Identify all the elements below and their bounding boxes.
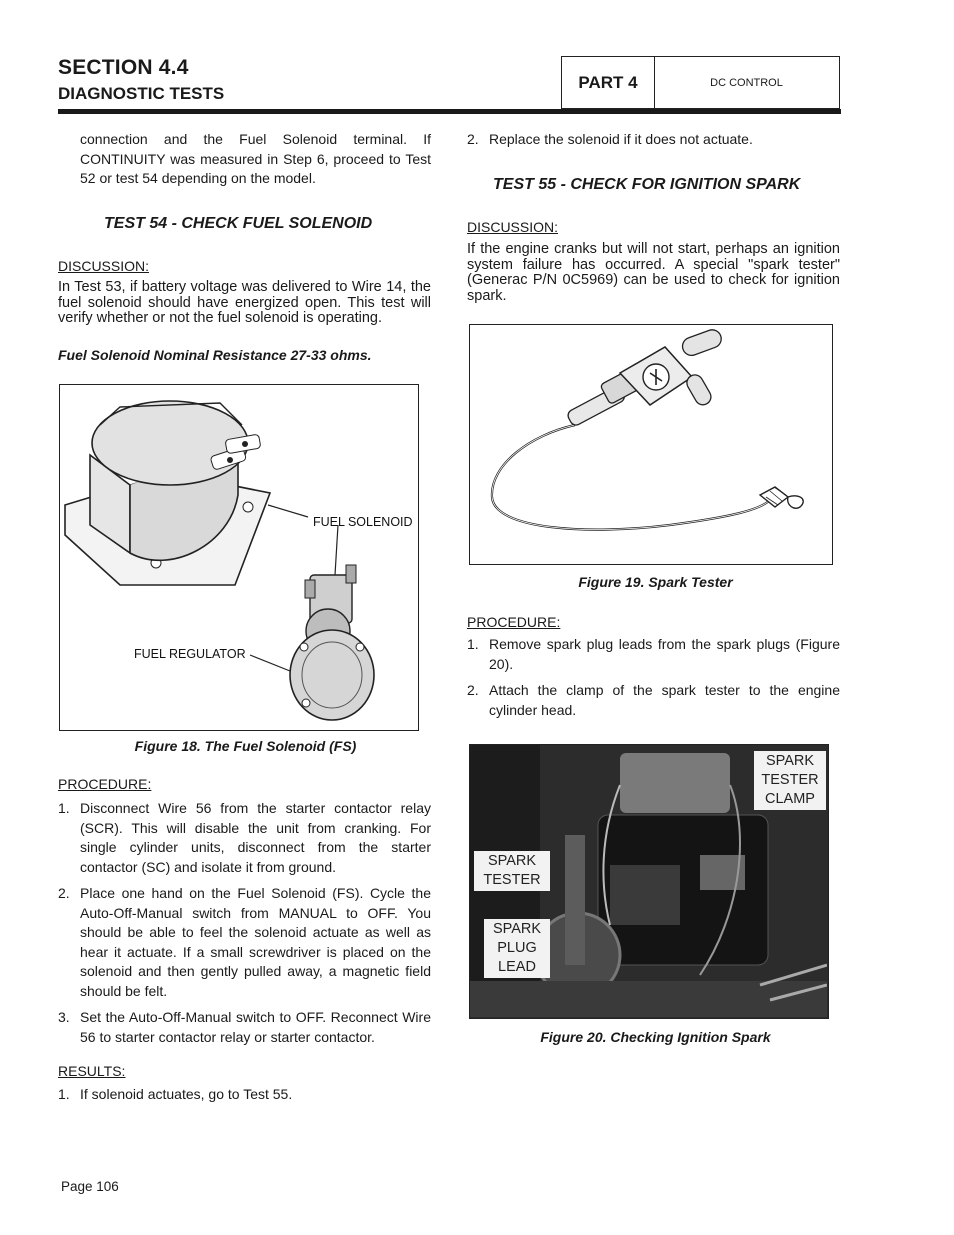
spark-tester-clamp-callout: SPARK TESTER CLAMP: [754, 751, 826, 810]
procedure-steps: [58, 799, 431, 1054]
procedure-right-step-2: 2. Attach the clamp of the spark tester to the engine cylinder head.: [467, 682, 840, 718]
discussion-text-right: If the engine cranks but will not start, perhaps an ignition system failure has occurred. A special "spark tester" (Generac P/N 0C5969) can be used to check for ignition spark.: [467, 241, 840, 304]
figure-20-photo: [469, 744, 829, 1019]
figure-18-fuel-solenoid: [59, 384, 419, 731]
discussion-text: In Test 53, if battery voltage was delivered to Wire 14, the fuel solenoid should have energized open. This test will verify whether or not the fuel solenoid is operating.: [58, 279, 431, 326]
fuel-solenoid-illustration: [60, 385, 417, 729]
figure-19-caption: Figure 19. Spark Tester: [578, 574, 733, 590]
test54-heading: TEST 54 - CHECK FUEL SOLENOID: [104, 215, 373, 232]
procedure-right-step-1: 1. Remove spark plug leads from the spark plugs (Figure 20).: [467, 636, 840, 672]
procedure-step-2: 2. Place one hand on the Fuel Solenoid (FS). Cycle the Auto-Off-Manual switch from MANUAL to OFF. You should be able to feel the solenoid actuate as well as hear it actuate. If a small screwdriver is placed on the solenoid and then gently pulled away, a magnetic field should be felt.: [58, 885, 431, 999]
part-box: [561, 56, 840, 109]
procedure-label: PROCEDURE:: [58, 776, 152, 792]
figure-19-spark-tester: [469, 324, 833, 565]
section-subtitle: DIAGNOSTIC TESTS: [58, 84, 225, 103]
figure-18-caption: Figure 18. The Fuel Solenoid (FS): [134, 738, 357, 754]
intro-paragraph: connection and the Fuel Solenoid terminal. If CONTINUITY was measured in Step 6, proceed to Test 52 or test 54 depending on the model.: [80, 131, 431, 186]
procedure-step-1: 1. Disconnect Wire 56 from the starter contactor relay (SCR). This will disable the unit from cranking. For single cylinder units, disconnect from the starter contactor (SC) and isolate it from ground.: [58, 800, 431, 875]
fuel-regulator-label: FUEL REGULATOR: [134, 647, 246, 661]
discussion-label: DISCUSSION:: [58, 258, 150, 274]
nominal-resistance-note: Fuel Solenoid Nominal Resistance 27-33 ohms.: [58, 347, 372, 363]
step-2: 2. Replace the solenoid if it does not actuate.: [467, 131, 753, 147]
results-steps: [58, 1085, 431, 1112]
spark-tester-callout: SPARK TESTER: [474, 851, 550, 891]
spark-tester-illustration: [470, 325, 831, 563]
header-rule: [58, 109, 841, 114]
results-step-1: 1. If solenoid actuates, go to Test 55.: [58, 1086, 293, 1102]
procedure-steps-right: [467, 635, 840, 727]
section-title: SECTION 4.4: [58, 56, 189, 79]
test55-heading: TEST 55 - CHECK FOR IGNITION SPARK: [493, 176, 801, 193]
spark-plug-lead-callout: SPARK PLUG LEAD: [484, 919, 550, 978]
results-label: RESULTS:: [58, 1063, 126, 1079]
fuel-solenoid-label: FUEL SOLENOID: [313, 515, 413, 529]
page-number: Page 106: [61, 1179, 119, 1194]
part-label: PART 4: [562, 57, 655, 108]
step-replace-solenoid: [467, 130, 840, 157]
procedure-label-right: PROCEDURE:: [467, 614, 561, 630]
procedure-step-3: 3. Set the Auto-Off-Manual switch to OFF. Reconnect Wire 56 to starter contactor relay or starter contactor.: [58, 1009, 431, 1045]
figure-20-caption: Figure 20. Checking Ignition Spark: [540, 1029, 771, 1045]
discussion-label-right: DISCUSSION:: [467, 219, 559, 235]
part-description: DC CONTROL: [710, 76, 783, 89]
